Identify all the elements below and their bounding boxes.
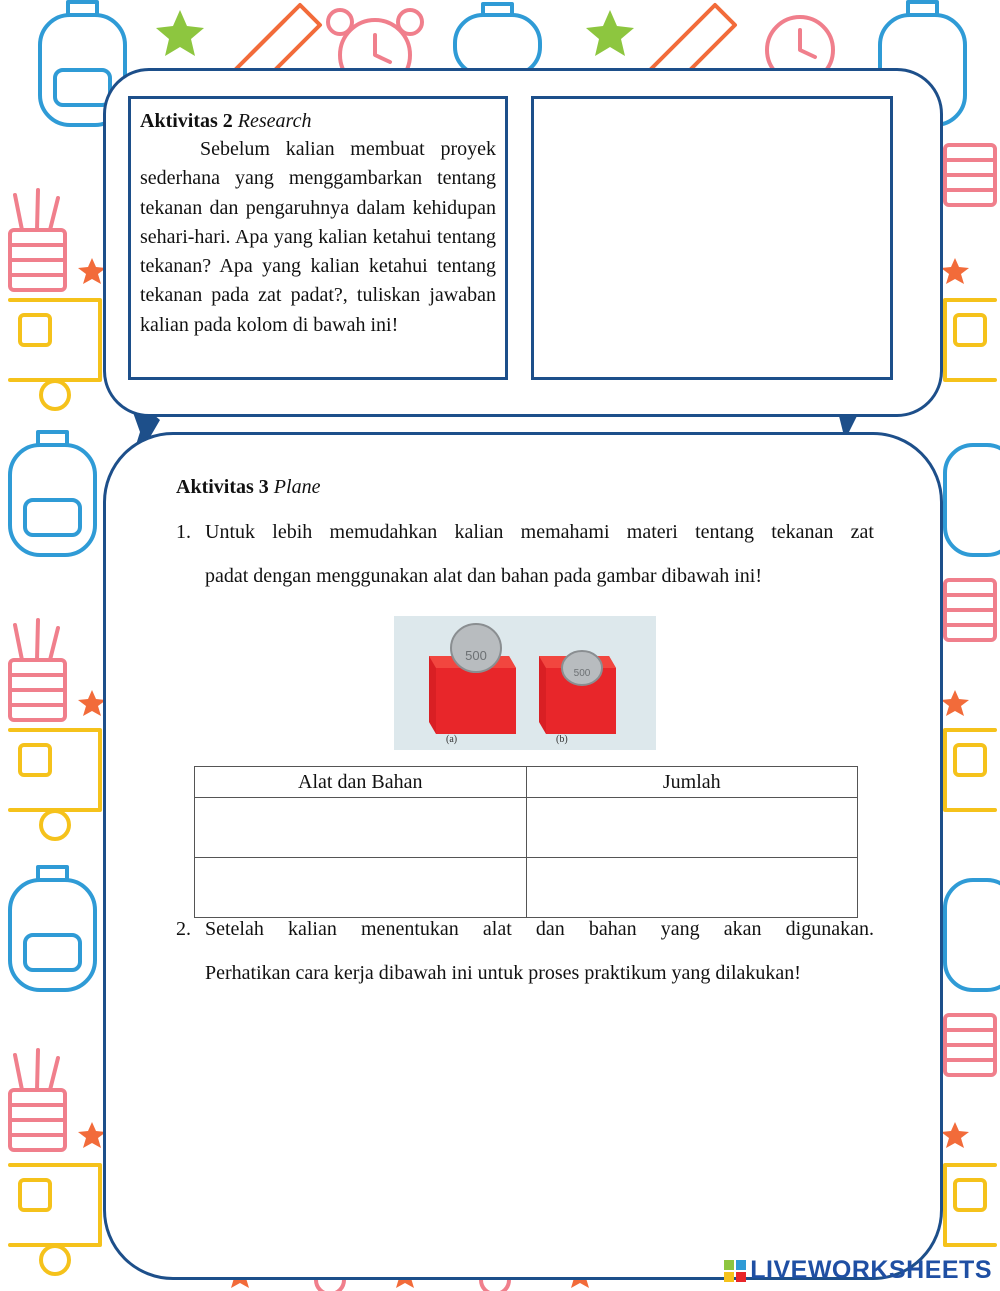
coin-cube-figure	[394, 616, 656, 750]
coin-a-label: 500	[465, 648, 487, 663]
pencil-cup-icon	[10, 620, 65, 720]
header-amount: Jumlah	[526, 767, 858, 798]
school-bus-icon	[945, 300, 995, 380]
school-bus-icon	[10, 300, 100, 409]
brand-name: LIVEWORKSHEETS	[750, 1256, 992, 1284]
pencil-cup-icon	[10, 1050, 65, 1150]
backpack-icon	[10, 867, 95, 990]
star-icon	[941, 1122, 969, 1148]
materials-table	[194, 766, 858, 918]
backpack-icon	[10, 432, 95, 555]
table-cell-input[interactable]	[526, 798, 858, 858]
activity-3-title	[176, 474, 320, 500]
activity-2-text: Sebelum kalian membuat proyek sederhana yang menggambarkan tentang tekanan dan pengaruhnya dalam kehidupan sehari-hari. Apa yang kalian ketahui tentang tekanan? Apa yang kalian ketahui tentang tekanan pada zat padat?, tuliskan jawaban kalian pada kolom di bawah ini!	[140, 138, 496, 336]
star-icon	[156, 10, 204, 56]
star-icon	[78, 690, 106, 716]
pencil-cup-icon	[10, 190, 65, 290]
activity-2-label: Aktivitas 2	[140, 110, 233, 132]
school-bus-icon	[945, 1165, 995, 1245]
activity-3-label: Aktivitas 3	[176, 476, 269, 498]
item-2-line-1: Setelah kalian menentukan alat dan bahan yang akan digunakan.	[205, 918, 874, 940]
coin-b	[562, 651, 602, 685]
coin-b-label: 500	[573, 668, 591, 679]
figure-label-b: (b)	[556, 734, 568, 745]
liveworksheets-logo-icon	[724, 1260, 746, 1282]
item-1-line-1: Untuk lebih memudahkan kalian memahami materi tentang tekanan zat	[205, 521, 874, 543]
school-bus-icon	[10, 730, 100, 839]
item-number: 2.	[176, 918, 191, 940]
activity-2-box	[128, 96, 508, 380]
backpack-icon	[455, 4, 540, 75]
school-bus-icon	[945, 730, 995, 810]
activity-2-title	[140, 107, 496, 135]
pencil-cup-icon	[945, 1015, 995, 1075]
item-2-line-2: Perhatikan cara kerja dibawah ini untuk proses praktikum yang dilakukan!	[205, 962, 801, 984]
item-1-line-2: padat dengan menggunakan alat dan bahan pada gambar dibawah ini!	[205, 565, 763, 587]
star-icon	[78, 1122, 106, 1148]
star-icon	[941, 258, 969, 284]
table-header-row	[195, 767, 858, 798]
backpack-icon	[945, 880, 1000, 990]
item-number: 1.	[176, 521, 191, 543]
table-row	[195, 798, 858, 858]
pencil-cup-icon	[945, 580, 995, 640]
coin-a	[451, 624, 501, 672]
table-cell-input[interactable]	[195, 798, 527, 858]
pencil-cup-icon	[945, 145, 995, 205]
star-icon	[586, 10, 634, 56]
star-icon	[941, 690, 969, 716]
activity-3-sublabel: Plane	[273, 476, 321, 498]
answer-box[interactable]	[531, 96, 893, 380]
header-tools: Alat dan Bahan	[195, 767, 527, 798]
liveworksheets-brand[interactable]	[724, 1256, 992, 1285]
backpack-icon	[945, 445, 1000, 555]
instruction-item-2	[176, 907, 874, 995]
school-bus-icon	[10, 1165, 100, 1274]
activity-2-sublabel: Research	[237, 110, 312, 132]
star-icon	[78, 258, 106, 284]
figure-label-a: (a)	[446, 734, 458, 745]
instruction-item-1	[176, 510, 874, 598]
